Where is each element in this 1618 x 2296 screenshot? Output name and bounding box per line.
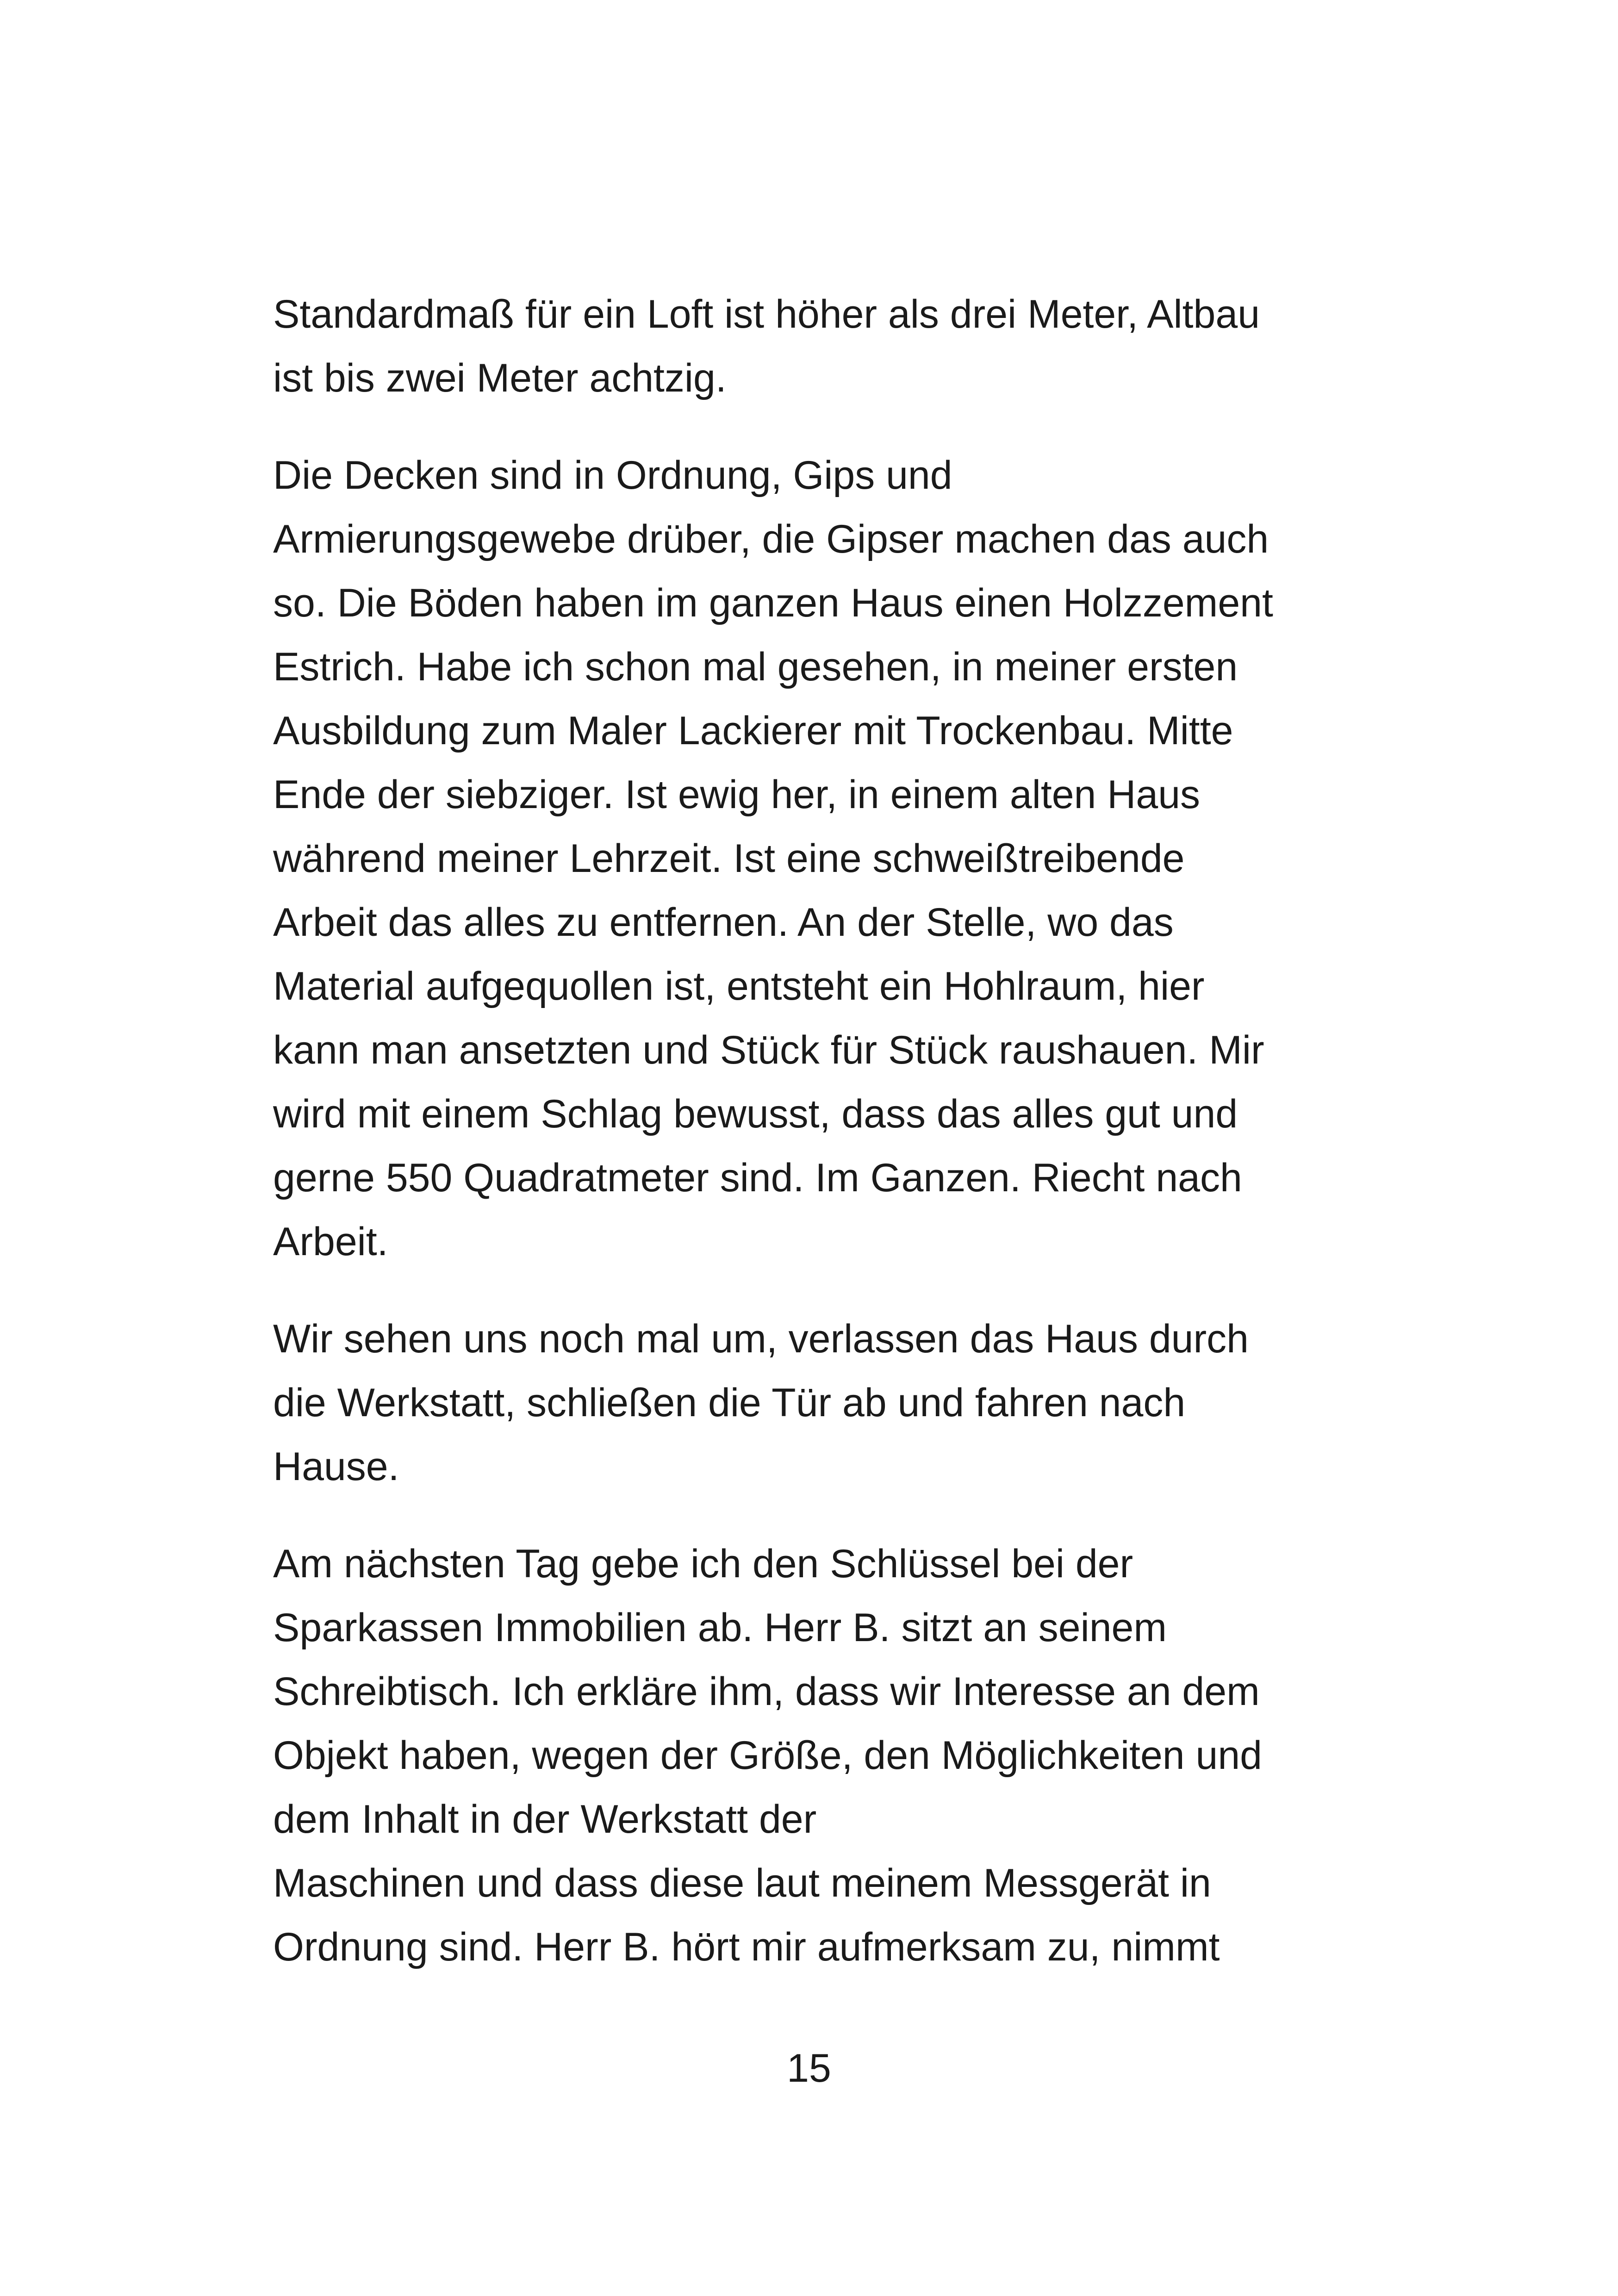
text-line: Die Decken sind in Ordnung, Gips und <box>273 453 952 498</box>
text-line: kann man ansetzten und Stück für Stück raushauen. Mir <box>273 1028 1264 1072</box>
text-line: gerne 550 Quadratmeter sind. Im Ganzen. Riecht nach <box>273 1156 1242 1200</box>
paragraph-3 <box>273 1307 1351 1499</box>
text-line: wird mit einem Schlag bewusst, dass das alles gut und <box>273 1092 1238 1136</box>
text-line: Standardmaß für ein Loft ist höher als drei Meter, Altbau <box>273 292 1260 336</box>
text-line: Armierungsgewebe drüber, die Gipser machen das auch <box>273 517 1269 561</box>
text-line: Maschinen und dass diese laut meinem Messgerät in <box>273 1861 1211 1905</box>
text-line: Am nächsten Tag gebe ich den Schlüssel bei der <box>273 1542 1133 1586</box>
text-line: so. Die Böden haben im ganzen Haus einen Holzzement <box>273 581 1273 625</box>
text-line: dem Inhalt in der Werkstatt der <box>273 1797 817 1842</box>
text-line: Ausbildung zum Maler Lackierer mit Trockenbau. Mitte <box>273 709 1233 753</box>
paragraph-4 <box>273 1532 1351 1979</box>
text-line: die Werkstatt, schließen die Tür ab und fahren nach <box>273 1381 1186 1425</box>
text-line: Estrich. Habe ich schon mal gesehen, in meiner ersten <box>273 645 1238 689</box>
text-line: Arbeit das alles zu entfernen. An der Stelle, wo das <box>273 900 1174 945</box>
text-line: Material aufgequollen ist, entsteht ein Hohlraum, hier <box>273 964 1205 1008</box>
text-line: Hause. <box>273 1444 399 1489</box>
text-line: ist bis zwei Meter achtzig. <box>273 356 727 400</box>
text-line: Arbeit. <box>273 1220 388 1264</box>
text-line: Ordnung sind. Herr B. hört mir aufmerksam zu, nimmt <box>273 1925 1220 1969</box>
text-line: Ende der siebziger. Ist ewig her, in einem alten Haus <box>273 772 1201 817</box>
text-line: Wir sehen uns noch mal um, verlassen das Haus durch <box>273 1317 1249 1361</box>
text-line: Objekt haben, wegen der Größe, den Möglichkeiten und <box>273 1733 1262 1778</box>
paragraph-1 <box>273 282 1351 410</box>
text-line: Schreibtisch. Ich erkläre ihm, dass wir Interesse an dem <box>273 1669 1260 1714</box>
page-number: 15 <box>787 2046 831 2091</box>
text-line: während meiner Lehrzeit. Ist eine schweißtreibende <box>273 836 1185 881</box>
body-text <box>273 282 1351 2012</box>
text-line: Sparkassen Immobilien ab. Herr B. sitzt an seinem <box>273 1605 1167 1650</box>
paragraph-2 <box>273 443 1351 1274</box>
